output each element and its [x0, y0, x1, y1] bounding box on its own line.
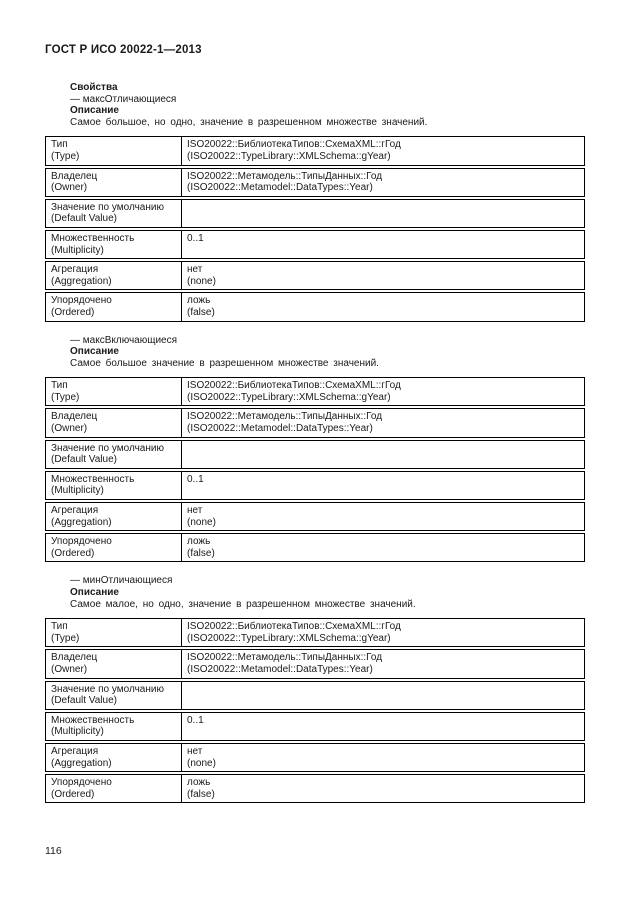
property-name-line: Значение по умолчанию [51, 201, 164, 213]
property-name-cell [46, 441, 182, 468]
section-maks-otlichayushchiesya [45, 82, 585, 322]
properties-table [45, 377, 585, 562]
table-row [45, 440, 585, 469]
property-name-cell [46, 472, 182, 499]
property-value-cell [182, 137, 584, 164]
property-value-line [187, 485, 579, 497]
property-value-cell [182, 231, 584, 258]
property-value-cell [182, 472, 584, 499]
property-name-cell [46, 534, 182, 561]
property-name-line: Тип [51, 380, 68, 392]
property-name-line: (Aggregation) [51, 516, 112, 528]
property-name-line: (Default Value) [51, 695, 117, 707]
property-name-line: Владелец [51, 652, 98, 664]
table-row [45, 261, 585, 290]
property-name-line: Множественность [51, 714, 135, 726]
property-name-line: Значение по умолчанию [51, 442, 164, 454]
property-name-line: (Type) [51, 391, 80, 403]
page-number: 116 [45, 845, 62, 857]
property-name-cell [46, 503, 182, 530]
property-name-cell [46, 775, 182, 802]
property-name-line: (Owner) [51, 182, 88, 194]
property-value-line: (ISO20022::TypeLibrary::XMLSchema::gYear) [187, 632, 391, 644]
property-value-line: (none) [187, 275, 216, 287]
property-name-line: Значение по умолчанию [51, 683, 164, 695]
description-text: Самое большое, но одно, значение в разрешенном множестве значений. [70, 116, 428, 128]
property-value-line: (ISO20022::Metamodel::DataTypes::Year) [187, 663, 373, 675]
property-value-line: 0..1 [187, 232, 204, 244]
property-name-line: (Default Value) [51, 454, 117, 466]
property-name-line: (Ordered) [51, 547, 95, 559]
property-name-cell [46, 744, 182, 771]
document-title: ГОСТ Р ИСО 20022-1—2013 [45, 44, 202, 56]
property-name-cell [46, 713, 182, 740]
properties-table [45, 618, 585, 803]
property-value-line: (false) [187, 788, 215, 800]
property-name-cell [46, 293, 182, 320]
property-value-cell [182, 744, 584, 771]
property-name-line: (Owner) [51, 663, 88, 675]
property-name-line: (Type) [51, 632, 80, 644]
property-value-cell [182, 650, 584, 677]
property-value-line [187, 245, 579, 257]
table-row [45, 136, 585, 165]
property-value-line: 0..1 [187, 714, 204, 726]
table-row [45, 681, 585, 710]
table-row [45, 292, 585, 321]
property-value-line: ложь [187, 295, 211, 307]
property-value-line: ISO20022::БиблиотекаТипов::СхемаXML::гГод [187, 621, 401, 633]
property-value-line: (none) [187, 757, 216, 769]
property-value-line: (ISO20022::Metamodel::DataTypes::Year) [187, 182, 373, 194]
property-value-line: ложь [187, 777, 211, 789]
property-value-line: нет [187, 505, 203, 517]
property-name-cell [46, 262, 182, 289]
description-text: Самое большое значение в разрешенном множестве значений. [70, 357, 379, 369]
property-name-line: (Multiplicity) [51, 726, 104, 738]
table-row [45, 712, 585, 741]
property-value-line: (false) [187, 547, 215, 559]
properties-table [45, 136, 585, 321]
description-heading: Описание [70, 105, 119, 117]
property-name-line: Упорядочено [51, 295, 112, 307]
property-value-line: нет [187, 745, 203, 757]
property-value-cell [182, 169, 584, 196]
property-value-cell [182, 262, 584, 289]
property-name-line: (Multiplicity) [51, 485, 104, 497]
property-name-line: Множественность [51, 473, 135, 485]
property-value-line: (ISO20022::TypeLibrary::XMLSchema::gYear) [187, 391, 391, 403]
property-value-line: (ISO20022::Metamodel::DataTypes::Year) [187, 423, 373, 435]
property-value-line: ISO20022::Метамодель::ТипыДанных::Год [187, 411, 383, 423]
property-name-line: Владелец [51, 411, 98, 423]
property-value-line: ложь [187, 536, 211, 548]
property-name-line: Упорядочено [51, 536, 112, 548]
property-name-line: (Aggregation) [51, 275, 112, 287]
property-value-line: ISO20022::Метамодель::ТипыДанных::Год [187, 170, 383, 182]
property-value-cell [182, 775, 584, 802]
property-item-name: — минОтличающиеся [70, 575, 173, 587]
table-row [45, 199, 585, 228]
description-text: Самое малое, но одно, значение в разрешенном множестве значений. [70, 598, 416, 610]
property-value-cell [182, 619, 584, 646]
property-value-cell [182, 441, 584, 468]
property-name-line: (Ordered) [51, 306, 95, 318]
property-name-line: Агрегация [51, 745, 99, 757]
property-name-cell [46, 137, 182, 164]
property-value-cell [182, 200, 584, 227]
property-name-cell [46, 231, 182, 258]
table-row [45, 377, 585, 406]
property-value-line [187, 695, 579, 707]
property-value-line [187, 443, 579, 455]
property-value-cell [182, 682, 584, 709]
property-name-cell [46, 378, 182, 405]
table-row [45, 471, 585, 500]
description-heading: Описание [70, 346, 119, 358]
property-name-line: Агрегация [51, 505, 99, 517]
property-value-line: ISO20022::БиблиотекаТипов::СхемаXML::гГод [187, 380, 401, 392]
property-value-cell [182, 534, 584, 561]
property-name-cell [46, 409, 182, 436]
property-value-line [187, 454, 579, 466]
property-name-cell [46, 682, 182, 709]
property-name-cell [46, 200, 182, 227]
property-name-line: (Type) [51, 150, 80, 162]
property-value-line: нет [187, 264, 203, 276]
section-min-otlichayushchiesya [45, 575, 585, 803]
property-value-line [187, 684, 579, 696]
property-name-line: (Aggregation) [51, 757, 112, 769]
description-heading: Описание [70, 587, 119, 598]
table-row [45, 649, 585, 678]
table-row [45, 743, 585, 772]
property-value-cell [182, 293, 584, 320]
property-name-line: (Multiplicity) [51, 244, 104, 256]
property-name-line: Множественность [51, 232, 135, 244]
property-name-line: (Ordered) [51, 788, 95, 800]
property-value-line: (ISO20022::TypeLibrary::XMLSchema::gYear) [187, 150, 391, 162]
table-row [45, 168, 585, 197]
properties-heading: Свойства [70, 82, 118, 93]
property-value-line: 0..1 [187, 473, 204, 485]
property-name-line: Тип [51, 621, 68, 633]
property-value-cell [182, 409, 584, 436]
property-item-name: — максОтличающиеся [70, 93, 177, 105]
property-value-line [187, 726, 579, 738]
property-name-line: (Owner) [51, 423, 88, 435]
table-row [45, 408, 585, 437]
property-value-line: ISO20022::Метамодель::ТипыДанных::Год [187, 652, 383, 664]
table-row [45, 618, 585, 647]
property-value-line: ISO20022::БиблиотекаТипов::СхемаXML::гГод [187, 139, 401, 151]
property-value-line: (none) [187, 516, 216, 528]
property-name-line: Агрегация [51, 264, 99, 276]
property-name-cell [46, 619, 182, 646]
table-row [45, 502, 585, 531]
property-item-name: — максВключающиеся [70, 334, 178, 346]
section-maks-vklyuchayushchiesya [45, 335, 585, 563]
property-name-line: Тип [51, 139, 68, 151]
property-name-cell [46, 169, 182, 196]
property-name-cell [46, 650, 182, 677]
property-name-line: Упорядочено [51, 777, 112, 789]
property-value-cell [182, 713, 584, 740]
property-value-cell [182, 503, 584, 530]
property-value-line: (false) [187, 306, 215, 318]
property-value-cell [182, 378, 584, 405]
table-row [45, 533, 585, 562]
table-row [45, 230, 585, 259]
table-row [45, 774, 585, 803]
property-name-line: Владелец [51, 170, 98, 182]
property-value-line [187, 213, 579, 225]
property-value-line [187, 202, 579, 214]
property-name-line: (Default Value) [51, 213, 117, 225]
